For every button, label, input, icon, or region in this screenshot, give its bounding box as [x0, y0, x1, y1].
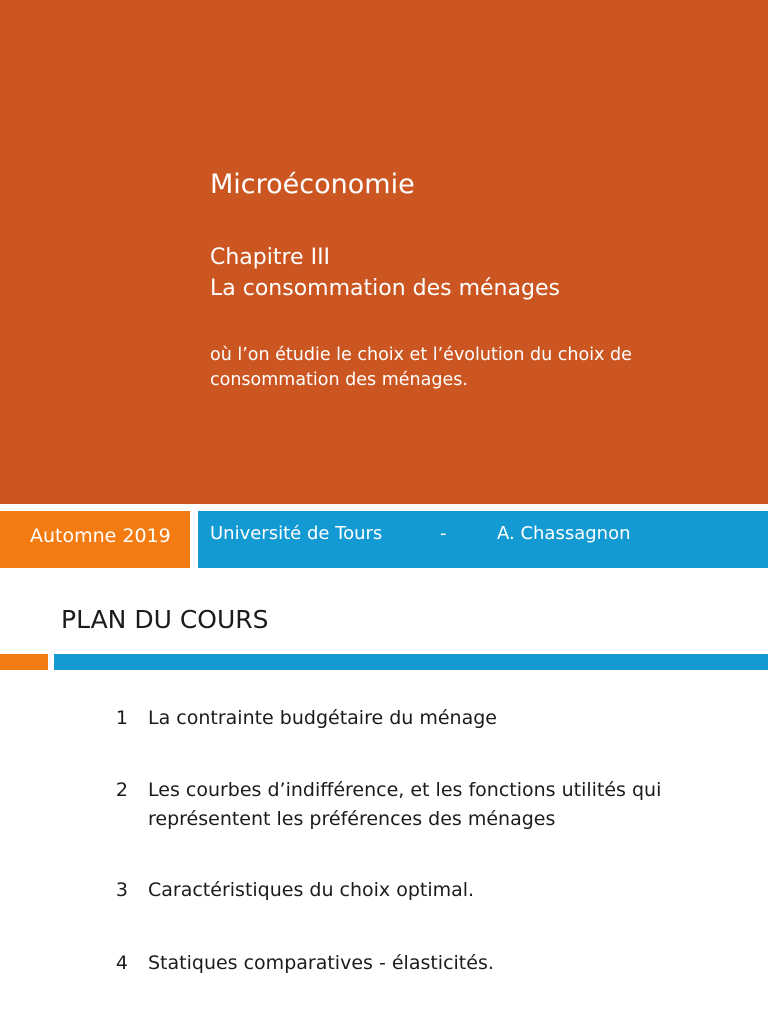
chapter-title: La consommation des ménages: [210, 276, 560, 301]
plan-item-number: 2: [115, 779, 128, 801]
plan-item-number: 1: [115, 707, 128, 729]
chapter-subtitle: où l’on étudie le choix et l’évolution du choix de consommation des ménages.: [210, 345, 632, 390]
author-label: A. Chassagnon: [497, 523, 631, 544]
title-rule-blue: [54, 654, 768, 670]
plan-item-number: 4: [115, 952, 128, 974]
plan-item-text: La contrainte budgétaire du ménage: [148, 707, 497, 729]
plan-item-text: Caractéristiques du choix optimal.: [148, 879, 475, 901]
chapter-number: Chapitre III: [210, 245, 331, 270]
plan-item-text: Statiques comparatives - élasticités.: [148, 952, 494, 974]
course-title: Microéconomie: [210, 169, 415, 200]
chapter-heading: [210, 242, 560, 304]
title-rule-orange: [0, 654, 48, 670]
title-banner: [0, 0, 768, 504]
plan-title: PLAN DU COURS: [61, 605, 269, 634]
band-separator: -: [440, 523, 447, 544]
plan-item-number: 3: [115, 879, 128, 901]
university-label: Université de Tours: [210, 523, 383, 544]
season-label: Automne 2019: [30, 525, 171, 547]
plan-item-text: Les courbes d’indifférence, et les fonctions utilités qui représentent les préférences des ménages: [148, 779, 662, 830]
